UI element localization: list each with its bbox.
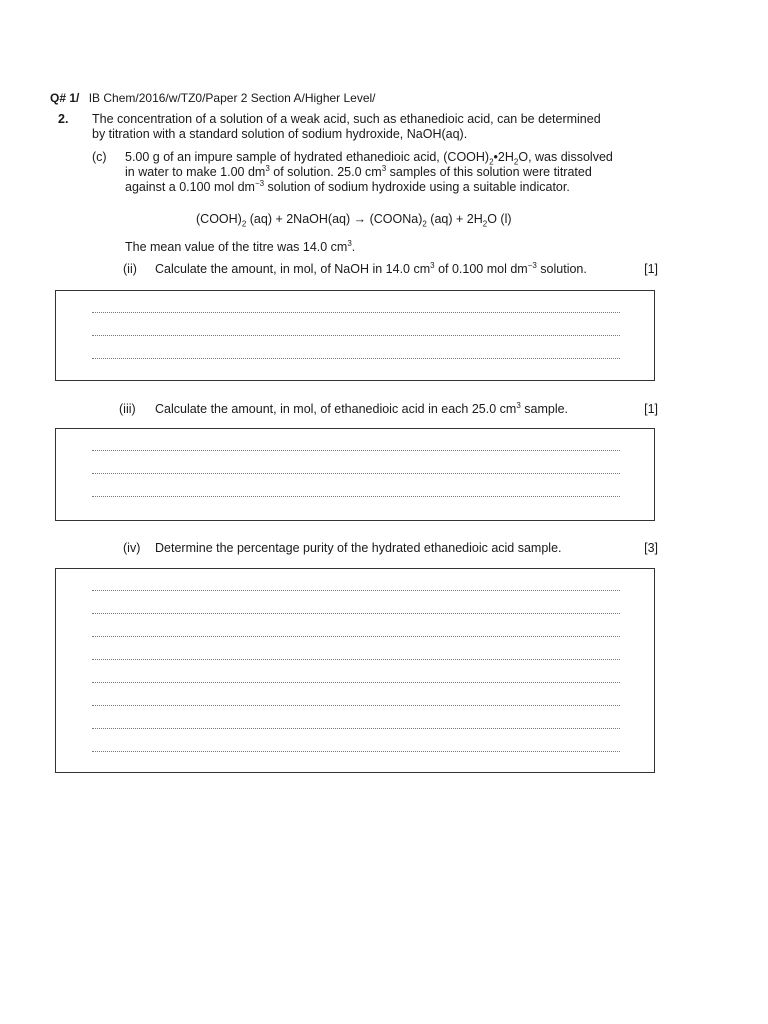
part-ii-marks: [1] [644, 262, 658, 276]
text-span: . [351, 240, 356, 254]
superscript: −3 [527, 260, 537, 270]
text-span: samples of this solution were titrated [386, 165, 592, 179]
answer-line[interactable] [92, 705, 620, 706]
text-span: solution of sodium hydroxide using a suitable indicator. [264, 180, 570, 194]
superscript: 3 [430, 260, 435, 270]
question-number: 2. [58, 112, 69, 126]
part-ii-label: (ii) [123, 262, 137, 276]
part-c-line-2 [125, 164, 592, 180]
part-iv-label: (iv) [123, 541, 141, 555]
subscript: 2 [489, 157, 494, 167]
text-span: sample. [520, 402, 569, 416]
text-span: of 0.100 mol dm [434, 262, 528, 276]
text-span: against a 0.100 mol dm [125, 180, 255, 194]
answer-line[interactable] [92, 450, 620, 451]
part-ii-question [155, 261, 587, 277]
answer-line[interactable] [92, 682, 620, 683]
text-span: (aq) + 2H [426, 212, 483, 226]
text-span: Calculate the amount, in mol, of ethanedioic acid in each 25.0 cm [155, 402, 517, 416]
text-span: O, was dissolved [518, 150, 613, 164]
answer-line[interactable] [92, 496, 620, 497]
reaction-equation [196, 211, 512, 227]
intro-line-1: The concentration of a solution of a weak acid, such as ethanedioic acid, can be determined [92, 112, 601, 126]
part-iii-label: (iii) [119, 402, 136, 416]
part-c-line-3 [125, 179, 570, 195]
text-span: in water to make 1.00 dm [125, 165, 266, 179]
answer-line[interactable] [92, 728, 620, 729]
answer-line[interactable] [92, 590, 620, 591]
text-span: •2H [493, 150, 514, 164]
text-span: of solution. 25.0 cm [269, 165, 382, 179]
subscript: 2 [422, 219, 427, 229]
text-span: The mean value of the titre was 14.0 cm [125, 240, 348, 254]
answer-line[interactable] [92, 473, 620, 474]
part-iv-marks: [3] [644, 541, 658, 555]
question-number-label: Q# 1/ [50, 91, 80, 105]
intro-line-2: by titration with a standard solution of sodium hydroxide, NaOH(aq). [92, 127, 468, 141]
answer-line[interactable] [92, 358, 620, 359]
part-c-label: (c) [92, 150, 107, 164]
source-header [50, 91, 376, 105]
source-reference: IB Chem/2016/w/TZ0/Paper 2 Section A/Higher Level/ [88, 91, 376, 105]
answer-box-iii[interactable] [55, 428, 655, 521]
superscript: −3 [254, 178, 265, 188]
part-iii-marks: [1] [644, 402, 658, 416]
superscript: 3 [265, 163, 270, 173]
subscript: 2 [241, 219, 247, 229]
answer-line[interactable] [92, 636, 620, 637]
subscript: 2 [482, 219, 488, 229]
superscript: 3 [381, 163, 387, 173]
text-span: Calculate the amount, in mol, of NaOH in 14.0 cm [155, 262, 431, 276]
part-iv-question: Determine the percentage purity of the hydrated ethanedioic acid sample. [155, 541, 562, 555]
text-span: 5.00 g of an impure sample of hydrated ethanedioic acid, (COOH) [125, 150, 490, 164]
part-c-line-1 [125, 149, 613, 165]
answer-line[interactable] [92, 751, 620, 752]
titre-statement [125, 239, 355, 255]
text-span: O (l) [487, 212, 512, 226]
answer-box-ii[interactable] [55, 290, 655, 381]
answer-box-iv[interactable] [55, 568, 655, 773]
answer-line[interactable] [92, 613, 620, 614]
answer-line[interactable] [92, 312, 620, 313]
answer-line[interactable] [92, 335, 620, 336]
superscript: 3 [347, 238, 352, 248]
part-iii-question [155, 401, 568, 417]
subscript: 2 [513, 157, 519, 167]
answer-line[interactable] [92, 659, 620, 660]
text-span: solution. [536, 262, 587, 276]
text-span: (COOH) [196, 212, 242, 226]
superscript: 3 [516, 400, 521, 410]
text-span: (aq) + 2NaOH(aq) → (COONa) [246, 212, 423, 226]
